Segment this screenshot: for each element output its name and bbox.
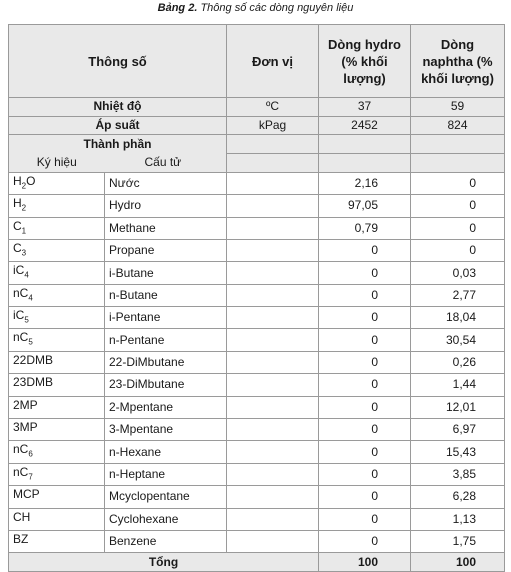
component-naphtha: 1,75 xyxy=(411,531,505,553)
component-name: Hydro xyxy=(105,195,227,217)
component-symbol: $nC_6$ xyxy=(9,441,105,463)
component-naphtha: 6,28 xyxy=(411,486,505,508)
feed-parameters-table xyxy=(8,24,505,572)
component-hydro: 97,05 xyxy=(319,195,411,217)
component-name: Benzene xyxy=(105,531,227,553)
component-name: Methane xyxy=(105,217,227,239)
component-unit xyxy=(227,508,319,530)
temperature-naphtha: 59 xyxy=(411,98,505,117)
empty-cell xyxy=(227,154,319,173)
component-unit xyxy=(227,441,319,463)
table-row xyxy=(9,217,505,239)
component-name: n-Heptane xyxy=(105,463,227,485)
component-hydro: 0 xyxy=(319,486,411,508)
pressure-label: Áp suất xyxy=(9,116,227,135)
table-row xyxy=(9,262,505,284)
component-symbol: $C_1$ xyxy=(9,217,105,239)
composition-subheader-row xyxy=(9,154,505,173)
component-naphtha: 18,04 xyxy=(411,307,505,329)
component-hydro: 0,79 xyxy=(319,217,411,239)
table-row xyxy=(9,463,505,485)
component-symbol: $H_2O$ xyxy=(9,172,105,194)
component-naphtha: 0 xyxy=(411,195,505,217)
component-symbol: $iC_4$ xyxy=(9,262,105,284)
component-unit xyxy=(227,531,319,553)
table-row xyxy=(9,284,505,306)
header-hydro: Dòng hydro (% khối lượng) xyxy=(319,25,411,98)
header-unit: Đơn vị xyxy=(227,25,319,98)
table-row xyxy=(9,195,505,217)
component-hydro: 0 xyxy=(319,531,411,553)
component-hydro: 0 xyxy=(319,351,411,373)
component-naphtha: 12,01 xyxy=(411,396,505,418)
component-unit xyxy=(227,374,319,396)
component-unit xyxy=(227,195,319,217)
component-unit xyxy=(227,463,319,485)
component-name: 2-Mpentane xyxy=(105,396,227,418)
component-symbol: BZ xyxy=(9,531,105,553)
component-naphtha: 6,97 xyxy=(411,419,505,441)
empty-cell xyxy=(319,135,411,154)
component-unit xyxy=(227,284,319,306)
component-symbol: 2MP xyxy=(9,396,105,418)
component-naphtha: 0,26 xyxy=(411,351,505,373)
component-symbol: $H_2$ xyxy=(9,195,105,217)
table-row xyxy=(9,329,505,351)
pressure-naphtha: 824 xyxy=(411,116,505,135)
total-naphtha: 100 xyxy=(411,553,505,572)
component-name: n-Butane xyxy=(105,284,227,306)
component-unit xyxy=(227,217,319,239)
total-row xyxy=(9,553,505,572)
component-unit xyxy=(227,262,319,284)
temperature-label: Nhiệt độ xyxy=(9,98,227,117)
table-row xyxy=(9,239,505,261)
empty-cell xyxy=(227,135,319,154)
table-row xyxy=(9,441,505,463)
table-row xyxy=(9,374,505,396)
component-name: n-Pentane xyxy=(105,329,227,351)
component-symbol: MCP xyxy=(9,486,105,508)
component-symbol: 23DMB xyxy=(9,374,105,396)
symbol-column-header: Ký hiệu xyxy=(9,154,105,173)
component-unit xyxy=(227,329,319,351)
component-symbol: $nC_7$ xyxy=(9,463,105,485)
table-row xyxy=(9,307,505,329)
component-naphtha: 1,44 xyxy=(411,374,505,396)
component-symbol: $nC_5$ xyxy=(9,329,105,351)
component-name: 23-DiMbutane xyxy=(105,374,227,396)
temperature-hydro: 37 xyxy=(319,98,411,117)
table-row xyxy=(9,419,505,441)
component-hydro: 0 xyxy=(319,307,411,329)
component-name: 22-DiMbutane xyxy=(105,351,227,373)
component-hydro: 2,16 xyxy=(319,172,411,194)
empty-cell xyxy=(411,135,505,154)
caption-prefix: Bảng 2. xyxy=(157,2,198,14)
component-name: Nước xyxy=(105,172,227,194)
temperature-row xyxy=(9,98,505,117)
total-hydro: 100 xyxy=(319,553,411,572)
pressure-unit: kPag xyxy=(227,116,319,135)
component-hydro: 0 xyxy=(319,374,411,396)
component-name: Propane xyxy=(105,239,227,261)
table-row xyxy=(9,531,505,553)
table-row xyxy=(9,486,505,508)
component-symbol: 3MP xyxy=(9,419,105,441)
component-name: Cyclohexane xyxy=(105,508,227,530)
component-naphtha: 1,13 xyxy=(411,508,505,530)
header-row xyxy=(9,25,505,98)
component-naphtha: 0 xyxy=(411,217,505,239)
component-unit xyxy=(227,419,319,441)
component-symbol: $C_3$ xyxy=(9,239,105,261)
component-unit xyxy=(227,307,319,329)
total-label: Tổng xyxy=(9,553,319,572)
component-column-header: Cấu tử xyxy=(105,154,227,173)
component-hydro: 0 xyxy=(319,329,411,351)
component-unit xyxy=(227,172,319,194)
component-hydro: 0 xyxy=(319,441,411,463)
component-hydro: 0 xyxy=(319,463,411,485)
component-hydro: 0 xyxy=(319,508,411,530)
component-hydro: 0 xyxy=(319,284,411,306)
component-hydro: 0 xyxy=(319,262,411,284)
component-symbol: 22DMB xyxy=(9,351,105,373)
component-name: 3-Mpentane xyxy=(105,419,227,441)
composition-label: Thành phần xyxy=(9,135,227,154)
component-name: i-Pentane xyxy=(105,307,227,329)
component-naphtha: 15,43 xyxy=(411,441,505,463)
component-naphtha: 0 xyxy=(411,239,505,261)
component-name: Mcyclopentane xyxy=(105,486,227,508)
header-naphtha: Dòng naphtha (% khối lượng) xyxy=(411,25,505,98)
table-caption xyxy=(0,2,511,14)
component-hydro: 0 xyxy=(319,396,411,418)
header-param: Thông số xyxy=(9,25,227,98)
temperature-unit: ºC xyxy=(227,98,319,117)
table-row xyxy=(9,172,505,194)
table-row xyxy=(9,396,505,418)
component-naphtha: 0,03 xyxy=(411,262,505,284)
composition-label-row xyxy=(9,135,505,154)
empty-cell xyxy=(319,154,411,173)
component-name: i-Butane xyxy=(105,262,227,284)
component-hydro: 0 xyxy=(319,419,411,441)
component-symbol: CH xyxy=(9,508,105,530)
component-unit xyxy=(227,239,319,261)
table-row xyxy=(9,508,505,530)
component-name: n-Hexane xyxy=(105,441,227,463)
component-symbol: $nC_4$ xyxy=(9,284,105,306)
component-naphtha: 3,85 xyxy=(411,463,505,485)
pressure-hydro: 2452 xyxy=(319,116,411,135)
component-unit xyxy=(227,351,319,373)
table-row xyxy=(9,351,505,373)
component-naphtha: 30,54 xyxy=(411,329,505,351)
component-unit xyxy=(227,396,319,418)
pressure-row xyxy=(9,116,505,135)
component-symbol: $iC_5$ xyxy=(9,307,105,329)
component-naphtha: 2,77 xyxy=(411,284,505,306)
component-naphtha: 0 xyxy=(411,172,505,194)
caption-text: Thông số các dòng nguyên liệu xyxy=(197,2,354,14)
empty-cell xyxy=(411,154,505,173)
component-hydro: 0 xyxy=(319,239,411,261)
component-unit xyxy=(227,486,319,508)
